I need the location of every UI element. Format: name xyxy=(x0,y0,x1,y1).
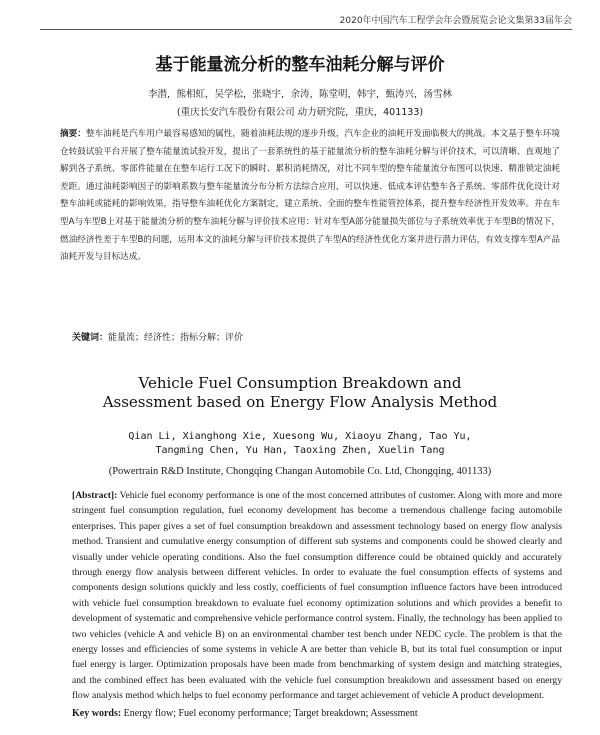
english-authors xyxy=(0,430,600,458)
english-title-line-1: Vehicle Fuel Consumption Breakdown and xyxy=(138,374,462,392)
english-title xyxy=(0,374,600,412)
english-abstract-label: [Abstract]: xyxy=(72,490,118,501)
english-abstract xyxy=(72,488,562,704)
chinese-keywords-text: 能量流；经济性；指标分解；评价 xyxy=(108,333,244,343)
chinese-affiliation: (重庆长安汽车股份有限公司 动力研究院，重庆，401133) xyxy=(176,107,424,118)
chinese-keywords xyxy=(72,330,560,343)
header-rule xyxy=(40,29,572,30)
chinese-keywords-label: 关键词： xyxy=(72,333,109,343)
chinese-abstract xyxy=(60,126,560,267)
chinese-abstract-label: 摘要： xyxy=(60,129,86,139)
english-affiliation: (Powertrain R&D Institute, Chongqing Changan Automobile Co. Ltd, Chongqing, 401133) xyxy=(108,466,492,477)
english-keywords-text: Energy flow; Fuel economy performance; Target breakdown; Assessment xyxy=(121,708,418,719)
chinese-authors: 李潜，熊相虹，吴学松，张晓宇，余涛，陈堂明，韩宇，甄涛兴，汤雪林 xyxy=(147,89,452,100)
english-keywords-label: Key words: xyxy=(72,708,122,719)
english-keywords xyxy=(72,708,562,719)
english-authors-line-2: Tangming Chen, Yu Han, Taoxing Zhen, Xuelin Tang xyxy=(155,445,445,456)
english-authors-line-1: Qian Li, Xianghong Xie, Xuesong Wu, Xiaoyu Zhang, Tao Yu, xyxy=(128,431,472,442)
english-title-line-2: Assessment based on Energy Flow Analysis Method xyxy=(102,393,498,411)
running-header: 2020年中国汽车工程学会年会暨展览会论文集第33届年会 xyxy=(339,16,572,26)
english-abstract-text: Vehicle fuel economy performance is one of the most concerned attributes of customer. Along with more and more stringent fuel consumption regulation, fuel economy development has become a tremendous challenge facing automobile enterprises. This paper gives a set of fuel consumption breakdown and assessment technology based on energy flow analysis method. Transient and cumulative energy consumption of different sub systems and components could be showed clearly and visually under vehicle operating conditions. Also the fuel consumption difference could be obtained quickly and accurately through energy flow analysis between different vehicles. In order to evaluate the fuel consumption effects of systems and components design solutions quickly and less costly, coefficients of fuel consumption influence factors have been introduced with vehicle fuel consumption breakdown to evaluate fuel economy optimization solutions and which provides a benefit to development of systematic and comprehensive vehicle performance control system. Finally, the technology has been applied to two vehicles (vehicle A and vehicle B) on an environmental chamber test bench under NEDC cycle. The problem is that the energy losses and efficiencies of some systems in vehicle A are better than vehicle B, but its total fuel consumption or input fuel energy is larger. Optimization proposals have been made from benchmarking of system design and matching strategies, and the combined effect has been evaluated with the vehicle fuel consumption breakdown and assessment based on energy flow analysis method which helps to fuel economy performance and target achievement of vehicle A product development. xyxy=(72,490,562,702)
chinese-title: 基于能量流分析的整车油耗分解与评价 xyxy=(155,55,445,75)
chinese-abstract-text: 整车油耗是汽车用户最容易感知的属性，随着油耗法规的逐步升级，汽车企业的油耗开发面临极大的挑战。本文基于整车环境仓转鼓试验平台开展了整车能量流试验开发，提出了一套系统性的基于能量流分析的整车油耗分解与评价技术，可以清晰、直观地了解到各子系统、零部件能量在在整车运行工况下的瞬时、累积消耗情况，对比不同车型的整车能量流分布图可以快速、精准锁定油耗差距。通过油耗影响因子的影响系数与整车能量流分布分析方法综合应用，可以快速、低成本评估整车各子系统、零部件优化设计对整车油耗或能耗的影响效果，指导整车油耗优化方案制定，建立系统、全面的整车性能管控体系，提升整车经济性开发效率。并在车型A与车型B上对基于能量流分析的整车油耗分解与评价技术应用：针对车型A部分能量损失部位与子系统效率优于车型B的情况下，燃油经济性差于车型B的问题，运用本文的油耗分解与评价技术提供了车型A的经济性优化方案并进行潜力评估，有效支撑车型A产品油耗开发与目标达成。 xyxy=(60,129,560,263)
